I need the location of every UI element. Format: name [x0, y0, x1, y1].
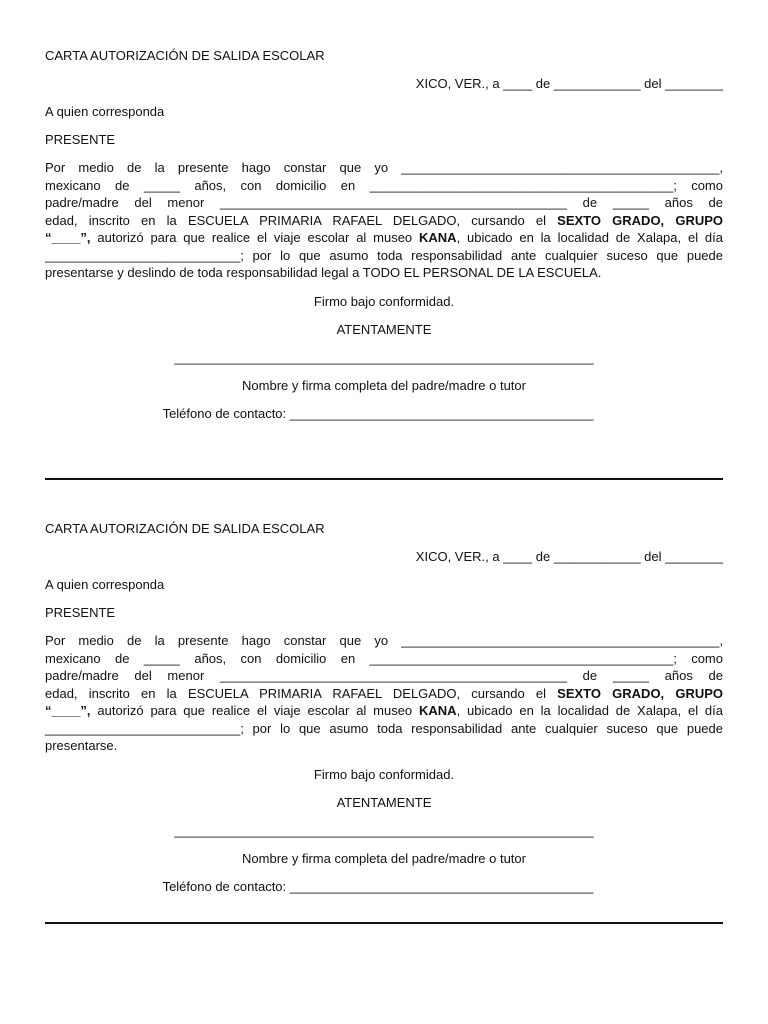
signature-label: Nombre y firma completa del padre/madre o tutor: [242, 377, 526, 393]
letter-title: CARTA AUTORIZACIÓN DE SALIDA ESCOLAR: [45, 48, 325, 63]
body-line: [45, 229, 723, 247]
body-line: presentarse y deslindo de toda responsabilidad legal a TODO EL PERSONAL DE LA ESCUELA.: [45, 265, 602, 280]
body-text: edad, inscrito en la ESCUELA PRIMARIA RAFAEL DELGADO, cursando el: [45, 212, 558, 228]
addressee: A quien corresponda: [45, 577, 165, 592]
phone-label: Teléfono de contacto: __________________________________________: [162, 405, 594, 421]
signature-line: __________________________________________________________: [174, 822, 594, 838]
body-line: presentarse.: [45, 738, 118, 753]
body-line: [45, 685, 723, 703]
atentamente: ATENTAMENTE: [336, 321, 432, 337]
body-line: padre/madre del menor ________________________________________________ de _____ años de: [45, 195, 723, 210]
grade-group-bold: SEXTO GRADO, GRUPO: [557, 212, 723, 228]
firmo-text: Firmo bajo conformidad.: [313, 766, 455, 782]
body-text: autorizó para que realice el viaje escolar al museo: [90, 230, 419, 245]
cut-divider-line: [45, 922, 723, 924]
body-text: edad, inscrito en la ESCUELA PRIMARIA RAFAEL DELGADO, cursando el: [45, 685, 558, 701]
date-line: XICO, VER., a ____ de ____________ del ________: [415, 549, 723, 564]
body-text: , ubicado en la localidad de Xalapa, el día: [456, 230, 723, 245]
group-blank-bold: “____”,: [45, 703, 91, 718]
phone-label: Teléfono de contacto: __________________________________________: [162, 878, 594, 894]
body-line: mexicano de _____ años, con domicilio en __________________________________________; como: [45, 650, 723, 666]
authorization-letter-1: [45, 47, 723, 422]
body-text: , ubicado en la localidad de Xalapa, el día: [456, 703, 723, 718]
body-line: ___________________________; por lo que asumo toda responsabilidad ante cualquier suceso que puede: [45, 720, 723, 736]
presente-heading: PRESENTE: [45, 605, 116, 620]
letter-body: [45, 159, 723, 282]
body-line: padre/madre del menor ________________________________________________ de _____ años de: [45, 668, 723, 683]
presente-heading: PRESENTE: [45, 132, 116, 147]
date-line: XICO, VER., a ____ de ____________ del ________: [415, 76, 723, 91]
atentamente: ATENTAMENTE: [336, 794, 432, 810]
addressee: A quien corresponda: [45, 104, 165, 119]
museum-name-bold: KANA: [419, 703, 457, 718]
firmo-text: Firmo bajo conformidad.: [313, 293, 455, 309]
body-text: autorizó para que realice el viaje escolar al museo: [90, 703, 419, 718]
museum-name-bold: KANA: [419, 230, 457, 245]
grade-group-bold: SEXTO GRADO, GRUPO: [557, 685, 723, 701]
body-line: [45, 212, 723, 230]
phone-line: [45, 405, 723, 422]
group-blank-bold: “____”,: [45, 230, 91, 245]
body-line: Por medio de la presente hago constar que yo ____________________________________________,: [45, 160, 723, 175]
body-line: mexicano de _____ años, con domicilio en __________________________________________; como: [45, 177, 723, 193]
letter-body: [45, 632, 723, 755]
body-line: ___________________________; por lo que asumo toda responsabilidad ante cualquier suceso que puede: [45, 247, 723, 263]
letter-title: CARTA AUTORIZACIÓN DE SALIDA ESCOLAR: [45, 521, 325, 536]
signature-line: __________________________________________________________: [174, 349, 594, 365]
body-line: [45, 702, 723, 720]
signature-label: Nombre y firma completa del padre/madre o tutor: [242, 850, 526, 866]
body-line: Por medio de la presente hago constar que yo ____________________________________________,: [45, 633, 723, 648]
cut-divider-line: [45, 478, 723, 480]
authorization-letter-2: [45, 520, 723, 895]
phone-line: [45, 878, 723, 895]
